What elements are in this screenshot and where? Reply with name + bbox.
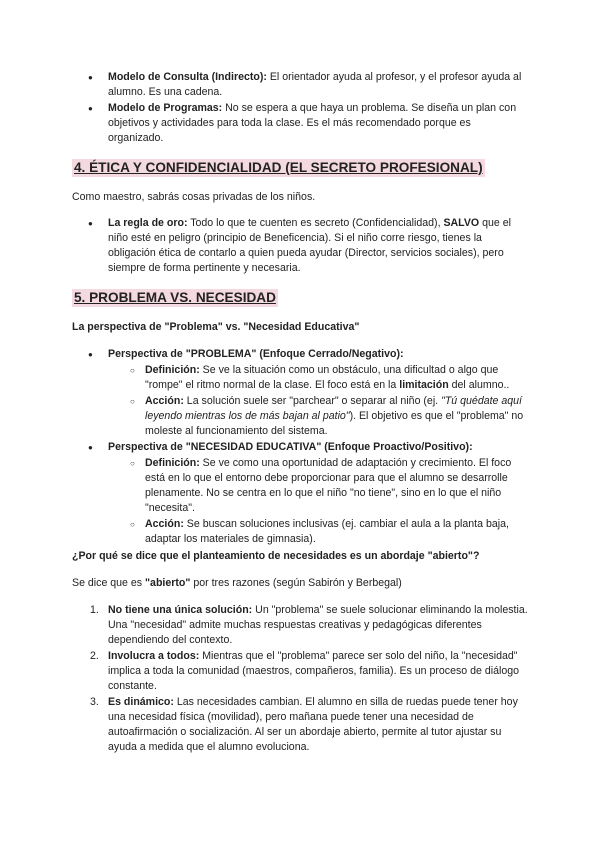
sub-list-item: ○ Acción: La solución suele ser "parchear" o separar al niño (ej. "Tú quédate aquí leyendo mientras los de más bajan al patio"). El objetivo es que el "problema" no moleste al funcionamiento del sistema.: [72, 394, 528, 439]
sub-list-item: ○ Definición: Se ve la situación como un obstáculo, una dificultad o algo que "rompe" el ritmo normal de la clase. El foco está en la limitación del alumno..: [72, 363, 528, 393]
section-5-question-wrap: [72, 549, 528, 564]
sub-list-item: ○ Definición: Se ve como una oportunidad de adaptación y crecimiento. El foco está en lo que el entorno debe proporcionar para que el alumno se desarrolle plenamente. No se centra en lo que el niño "no tiene", sino en lo que el niño "necesita".: [72, 456, 528, 516]
list-item: ● Perspectiva de "NECESIDAD EDUCATIVA" (Enfoque Proactivo/Positivo):: [72, 440, 528, 455]
section-4-heading-wrap: [72, 159, 528, 177]
list-item: 1. No tiene una única solución: Un "problema" se suele solucionar eliminando la molestia. Una "necesidad" admite muchas respuestas creativas y pedagógicas diferentes dependiendo del contexto.: [90, 604, 528, 646]
section-5-question: ¿Por qué se dice que el planteamiento de necesidades es un abordaje "abierto"?: [72, 550, 480, 562]
section-4-heading: 4. ÉTICA Y CONFIDENCIALIDAD (EL SECRETO PROFESIONAL): [74, 160, 483, 175]
list-item: ● Modelo de Programas: No se espera a que haya un problema. Se diseña un plan con objetivos y actividades para toda la clase. Es el más recomendado porque es organizado.: [72, 101, 528, 146]
reasons-list: [72, 603, 528, 756]
perspectives-list: [72, 347, 528, 548]
list-item: ● La regla de oro: Todo lo que te cuenten es secreto (Confidencialidad), SALVO que el niño esté en peligro (principio de Beneficencia). Si el niño corre riesgo, tienes la obligación ética de contarlo a quien pueda ayudar (Director, servicios sociales), pero siempre de forma pertinente y necesaria.: [72, 216, 528, 276]
section-4-list: [72, 216, 528, 277]
section-5-heading-wrap: [72, 289, 528, 307]
list-item: 3. Es dinámico: Las necesidades cambian. El alumno en silla de ruedas puede tener hoy una necesidad física (movilidad), pero mañana puede tener una necesidad de autoafirmación o socialización. Al ser un abordaje abierto, permite al tutor ajustar su ayuda a medida que el alumno evoluciona.: [90, 696, 518, 753]
list-item: ● Modelo de Consulta (Indirecto): El orientador ayuda al profesor, y el profesor ayuda al alumno. Es una cadena.: [72, 70, 528, 100]
section-5-subheading-wrap: [72, 320, 528, 335]
section-4-body: [72, 190, 528, 205]
section-5-answer: Se dice que es "abierto" por tres razones (según Sabirón y Berbegal): [72, 577, 402, 589]
section-4-intro: Como maestro, sabrás cosas privadas de los niños.: [72, 191, 316, 203]
section-5-heading: 5. PROBLEMA VS. NECESIDAD: [74, 290, 276, 305]
list-item: ● Perspectiva de "PROBLEMA" (Enfoque Cerrado/Negativo):: [72, 347, 528, 362]
section-5-answer-wrap: [72, 576, 528, 591]
intro-list: [72, 70, 528, 147]
section-5-subheading: La perspectiva de "Problema" vs. "Necesidad Educativa": [72, 321, 360, 333]
sub-list-item: ○ Acción: Se buscan soluciones inclusivas (ej. cambiar el aula a la planta baja, adaptar los materiales de gimnasia).: [72, 517, 528, 547]
list-item: 2. Involucra a todos: Mientras que el "problema" parece ser solo del niño, la "necesidad" implica a toda la comunidad (maestros, compañeros, familia). Es un proceso de diálogo constante.: [90, 650, 520, 692]
